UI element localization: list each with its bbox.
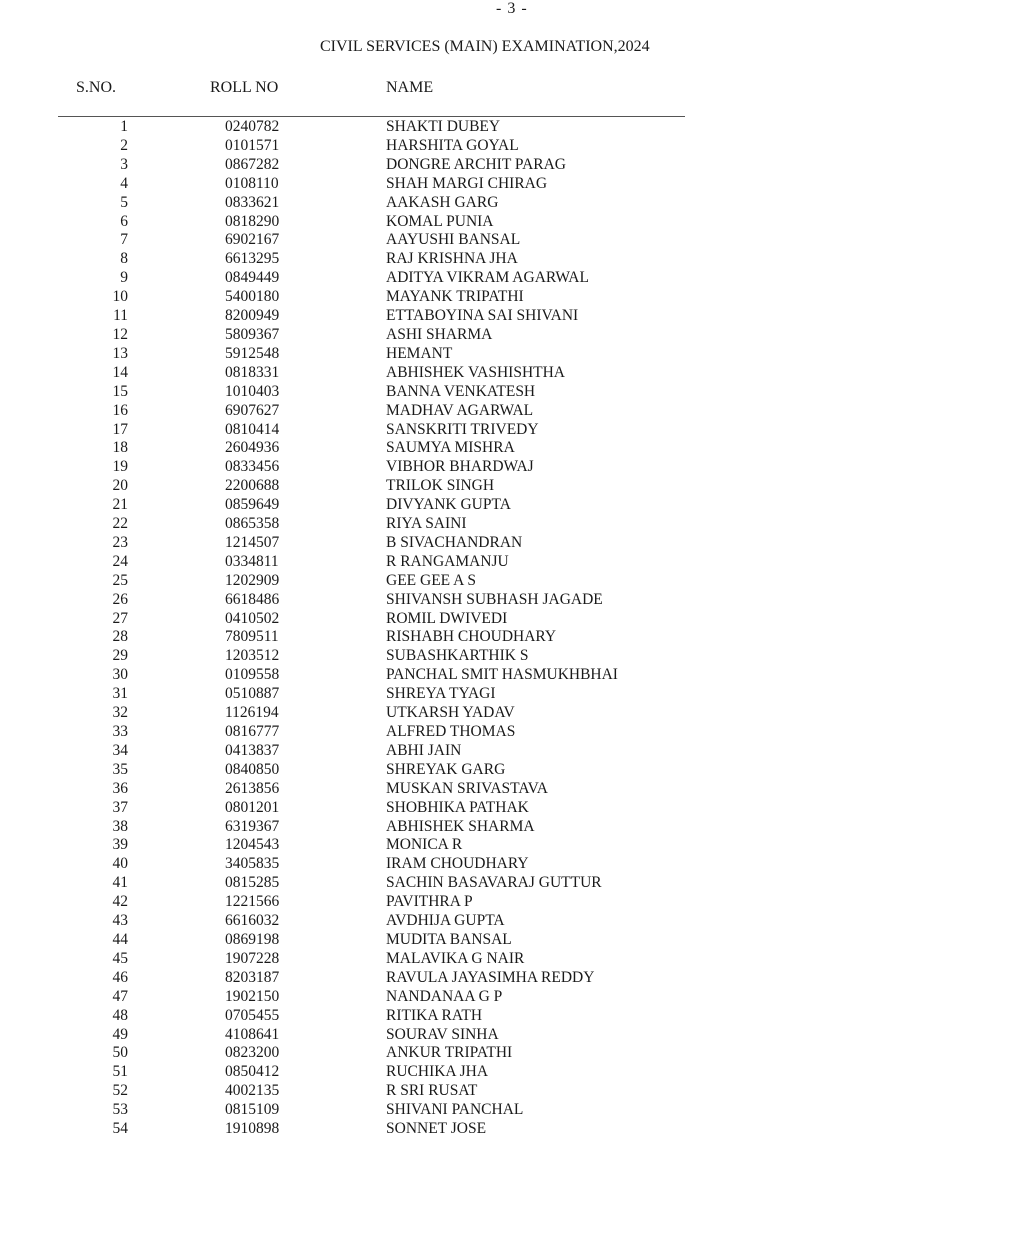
roll-number: 0850412 — [225, 1063, 280, 1081]
candidate-name: UTKARSH YADAV — [386, 704, 515, 722]
serial-number: 12 — [112, 325, 128, 343]
serial-number: 9 — [120, 269, 128, 287]
candidate-name: SHREYA TYAGI — [386, 685, 496, 703]
table-row — [0, 818, 1022, 837]
table-row — [0, 931, 1022, 950]
candidate-name: SHOBHIKA PATHAK — [386, 798, 529, 816]
table-row — [0, 383, 1022, 402]
serial-number: 38 — [112, 817, 128, 835]
candidate-name: ADITYA VIKRAM AGARWAL — [386, 269, 589, 287]
table-row — [0, 874, 1022, 893]
table-row — [0, 1063, 1022, 1082]
table-row — [0, 1007, 1022, 1026]
table-row — [0, 610, 1022, 629]
roll-number: 2604936 — [225, 439, 280, 457]
serial-number: 24 — [112, 552, 128, 570]
candidate-name: IRAM CHOUDHARY — [386, 855, 529, 873]
roll-number: 6319367 — [225, 817, 280, 835]
roll-number: 0867282 — [225, 155, 280, 173]
serial-number: 47 — [112, 987, 128, 1005]
table-row — [0, 628, 1022, 647]
roll-number: 0816777 — [225, 723, 280, 740]
roll-number: 5912548 — [225, 344, 280, 362]
serial-number: 46 — [112, 968, 128, 986]
candidate-name: RAJ KRISHNA JHA — [386, 250, 518, 268]
serial-number: 3 — [120, 155, 128, 173]
candidate-name: SHAKTI DUBEY — [386, 118, 501, 135]
candidate-name: ABHISHEK VASHISHTHA — [386, 363, 565, 381]
table-row — [0, 723, 1022, 742]
serial-number: 16 — [112, 401, 128, 419]
roll-number: 1214507 — [225, 533, 280, 551]
serial-number: 54 — [112, 1120, 128, 1138]
roll-number: 0801201 — [225, 798, 280, 816]
roll-number: 0818331 — [225, 363, 280, 381]
candidate-name: HEMANT — [386, 344, 453, 362]
candidate-name: R RANGAMANJU — [386, 552, 509, 570]
roll-number: 0101571 — [225, 136, 280, 154]
roll-number: 1907228 — [225, 949, 280, 967]
candidate-name: SUBASHKARTHIK S — [386, 647, 529, 665]
candidate-name: ASHI SHARMA — [386, 325, 493, 343]
table-row — [0, 572, 1022, 591]
table-row — [0, 213, 1022, 232]
candidate-name: SHIVANSH SUBHASH JAGADE — [386, 590, 603, 608]
candidate-name: MAYANK TRIPATHI — [386, 288, 524, 306]
table-row — [0, 515, 1022, 534]
roll-number: 1203512 — [225, 647, 280, 665]
roll-number: 0815109 — [225, 1101, 280, 1119]
table-row — [0, 1120, 1022, 1139]
roll-number: 0849449 — [225, 269, 280, 287]
roll-number: 2200688 — [225, 477, 280, 495]
serial-number: 34 — [112, 741, 128, 759]
candidate-name: MADHAV AGARWAL — [386, 401, 534, 419]
serial-number: 37 — [112, 798, 128, 816]
roll-number: 7809511 — [225, 628, 279, 646]
table-row — [0, 836, 1022, 855]
serial-number: 15 — [112, 382, 128, 400]
candidate-name: RITIKA RATH — [386, 1006, 483, 1024]
roll-number: 5400180 — [225, 288, 280, 306]
candidate-name: RUCHIKA JHA — [386, 1063, 489, 1081]
candidate-name: R SRI RUSAT — [386, 1082, 478, 1100]
serial-number: 29 — [112, 647, 128, 665]
table-row — [0, 647, 1022, 666]
column-header-roll-no: ROLL NO — [210, 79, 279, 96]
candidate-name: SHREYAK GARG — [386, 760, 506, 778]
roll-number: 0510887 — [225, 685, 280, 703]
candidate-name: ABHI JAIN — [386, 741, 462, 759]
table-row — [0, 912, 1022, 931]
serial-number: 53 — [112, 1101, 128, 1119]
candidate-name: SONNET JOSE — [386, 1120, 487, 1138]
candidate-name: PANCHAL SMIT HASMUKHBHAI — [386, 666, 618, 684]
candidate-name: HARSHITA GOYAL — [386, 136, 519, 154]
serial-number: 52 — [112, 1082, 128, 1100]
column-header-name: NAME — [386, 79, 434, 96]
roll-number: 1010403 — [225, 382, 280, 400]
candidate-name: KOMAL PUNIA — [386, 212, 494, 230]
roll-number: 0869198 — [225, 930, 280, 948]
roll-number: 1910898 — [225, 1120, 280, 1138]
table-row — [0, 742, 1022, 761]
roll-number: 6907627 — [225, 401, 280, 419]
serial-number: 10 — [112, 288, 128, 306]
roll-number: 0705455 — [225, 1006, 280, 1024]
table-row — [0, 458, 1022, 477]
roll-number: 0109558 — [225, 666, 280, 684]
table-row — [0, 666, 1022, 685]
roll-number: 0413837 — [225, 741, 280, 759]
candidate-name: ANKUR TRIPATHI — [386, 1044, 513, 1062]
serial-number: 27 — [112, 609, 128, 627]
roll-number: 0818290 — [225, 212, 280, 230]
serial-number: 5 — [120, 193, 128, 211]
column-header-sno: S.NO. — [76, 79, 117, 96]
serial-number: 21 — [112, 496, 128, 514]
candidate-name: MUSKAN SRIVASTAVA — [386, 779, 548, 797]
table-row — [0, 421, 1022, 440]
serial-number: 39 — [112, 836, 128, 854]
candidate-name: MUDITA BANSAL — [386, 930, 512, 948]
roll-number: 0859649 — [225, 496, 280, 514]
candidate-name: DIVYANK GUPTA — [386, 496, 511, 514]
table-row — [0, 477, 1022, 496]
table-row — [0, 855, 1022, 874]
roll-number: 0833456 — [225, 458, 280, 476]
candidate-name: DONGRE ARCHIT PARAG — [386, 155, 567, 173]
table-row — [0, 194, 1022, 213]
table-row — [0, 799, 1022, 818]
candidate-name: AAKASH GARG — [386, 193, 499, 211]
table-row — [0, 250, 1022, 269]
serial-number: 11 — [113, 307, 128, 325]
candidate-name: ALFRED THOMAS — [386, 723, 516, 740]
candidate-name: MALAVIKA G NAIR — [386, 949, 525, 967]
serial-number: 31 — [112, 685, 128, 703]
candidate-name: NANDANAA G P — [386, 987, 503, 1005]
roll-number: 8203187 — [225, 968, 280, 986]
table-row — [0, 553, 1022, 572]
candidate-name: ABHISHEK SHARMA — [386, 817, 535, 835]
serial-number: 26 — [112, 590, 128, 608]
serial-number: 17 — [112, 420, 128, 438]
candidate-name: ETTABOYINA SAI SHIVANI — [386, 307, 579, 325]
candidate-name: SHAH MARGI CHIRAG — [386, 174, 548, 192]
serial-number: 44 — [112, 930, 128, 948]
roll-number: 6616032 — [225, 912, 280, 930]
candidate-name: B SIVACHANDRAN — [386, 533, 523, 551]
serial-number: 23 — [112, 533, 128, 551]
serial-number: 50 — [112, 1044, 128, 1062]
table-row — [0, 893, 1022, 912]
table-row — [0, 402, 1022, 421]
candidate-name: ROMIL DWIVEDI — [386, 609, 508, 627]
roll-number: 0815285 — [225, 874, 280, 892]
table-row — [0, 231, 1022, 250]
table-row — [0, 988, 1022, 1007]
roll-number: 2613856 — [225, 779, 280, 797]
serial-number: 20 — [112, 477, 128, 495]
roll-number: 6613295 — [225, 250, 280, 268]
table-row — [0, 1082, 1022, 1101]
table-row — [0, 761, 1022, 780]
roll-number: 1202909 — [225, 571, 280, 589]
serial-number: 32 — [112, 704, 128, 722]
serial-number: 48 — [112, 1006, 128, 1024]
roll-number: 0810414 — [225, 420, 280, 438]
serial-number: 22 — [112, 515, 128, 533]
roll-number: 0833621 — [225, 193, 280, 211]
candidate-name: BANNA VENKATESH — [386, 382, 536, 400]
candidate-name: GEE GEE A S — [386, 571, 476, 589]
serial-number: 45 — [112, 949, 128, 967]
serial-number: 7 — [120, 231, 128, 249]
table-row — [0, 345, 1022, 364]
candidate-name: SACHIN BASAVARAJ GUTTUR — [386, 874, 602, 892]
table-row — [0, 969, 1022, 988]
serial-number: 6 — [120, 212, 128, 230]
table-row — [0, 534, 1022, 553]
roll-number: 1126194 — [225, 704, 279, 722]
roll-number: 5809367 — [225, 325, 280, 343]
roll-number: 1902150 — [225, 987, 280, 1005]
table-row — [0, 496, 1022, 515]
header-divider — [58, 116, 685, 117]
serial-number: 28 — [112, 628, 128, 646]
candidate-name: SAUMYA MISHRA — [386, 439, 515, 457]
table-row — [0, 156, 1022, 175]
candidate-name: SOURAV SINHA — [386, 1025, 499, 1043]
table-row — [0, 439, 1022, 458]
results-table — [0, 118, 1022, 1139]
serial-number: 49 — [112, 1025, 128, 1043]
table-row — [0, 685, 1022, 704]
roll-number: 0240782 — [225, 118, 280, 135]
table-row — [0, 780, 1022, 799]
candidate-name: AAYUSHI BANSAL — [386, 231, 521, 249]
serial-number: 43 — [112, 912, 128, 930]
roll-number: 8200949 — [225, 307, 280, 325]
candidate-name: VIBHOR BHARDWAJ — [386, 458, 534, 476]
table-row — [0, 118, 1022, 137]
serial-number: 30 — [112, 666, 128, 684]
roll-number: 3405835 — [225, 855, 280, 873]
table-row — [0, 269, 1022, 288]
serial-number: 35 — [112, 760, 128, 778]
serial-number: 1 — [120, 118, 128, 135]
table-row — [0, 1101, 1022, 1120]
roll-number: 0108110 — [225, 174, 279, 192]
table-row — [0, 591, 1022, 610]
serial-number: 25 — [112, 571, 128, 589]
serial-number: 14 — [112, 363, 128, 381]
candidate-name: AVDHIJA GUPTA — [386, 912, 505, 930]
table-row — [0, 1026, 1022, 1045]
candidate-name: RIYA SAINI — [386, 515, 467, 533]
candidate-name: SHIVANI PANCHAL — [386, 1101, 524, 1119]
roll-number: 1204543 — [225, 836, 280, 854]
serial-number: 8 — [120, 250, 128, 268]
serial-number: 19 — [112, 458, 128, 476]
roll-number: 1221566 — [225, 893, 280, 911]
roll-number: 4108641 — [225, 1025, 280, 1043]
table-row — [0, 307, 1022, 326]
table-row — [0, 137, 1022, 156]
roll-number: 4002135 — [225, 1082, 280, 1100]
roll-number: 0410502 — [225, 609, 280, 627]
serial-number: 13 — [112, 344, 128, 362]
serial-number: 42 — [112, 893, 128, 911]
roll-number: 6618486 — [225, 590, 280, 608]
roll-number: 6902167 — [225, 231, 280, 249]
serial-number: 40 — [112, 855, 128, 873]
serial-number: 41 — [112, 874, 128, 892]
table-row — [0, 364, 1022, 383]
candidate-name: TRILOK SINGH — [386, 477, 495, 495]
serial-number: 36 — [112, 779, 128, 797]
candidate-name: PAVITHRA P — [386, 893, 473, 911]
table-row — [0, 326, 1022, 345]
roll-number: 0823200 — [225, 1044, 280, 1062]
table-row — [0, 1044, 1022, 1063]
roll-number: 0865358 — [225, 515, 280, 533]
page-number: - 3 - — [496, 0, 528, 17]
serial-number: 51 — [112, 1063, 128, 1081]
table-row — [0, 175, 1022, 194]
serial-number: 4 — [120, 174, 128, 192]
roll-number: 0840850 — [225, 760, 280, 778]
serial-number: 2 — [120, 136, 128, 154]
serial-number: 18 — [112, 439, 128, 457]
candidate-name: MONICA R — [386, 836, 463, 854]
table-row — [0, 288, 1022, 307]
candidate-name: RISHABH CHOUDHARY — [386, 628, 557, 646]
table-row — [0, 704, 1022, 723]
document-title: CIVIL SERVICES (MAIN) EXAMINATION,2024 — [320, 38, 650, 55]
serial-number: 33 — [112, 723, 128, 740]
candidate-name: SANSKRITI TRIVEDY — [386, 420, 539, 438]
table-row — [0, 950, 1022, 969]
candidate-name: RAVULA JAYASIMHA REDDY — [386, 968, 595, 986]
roll-number: 0334811 — [225, 552, 279, 570]
